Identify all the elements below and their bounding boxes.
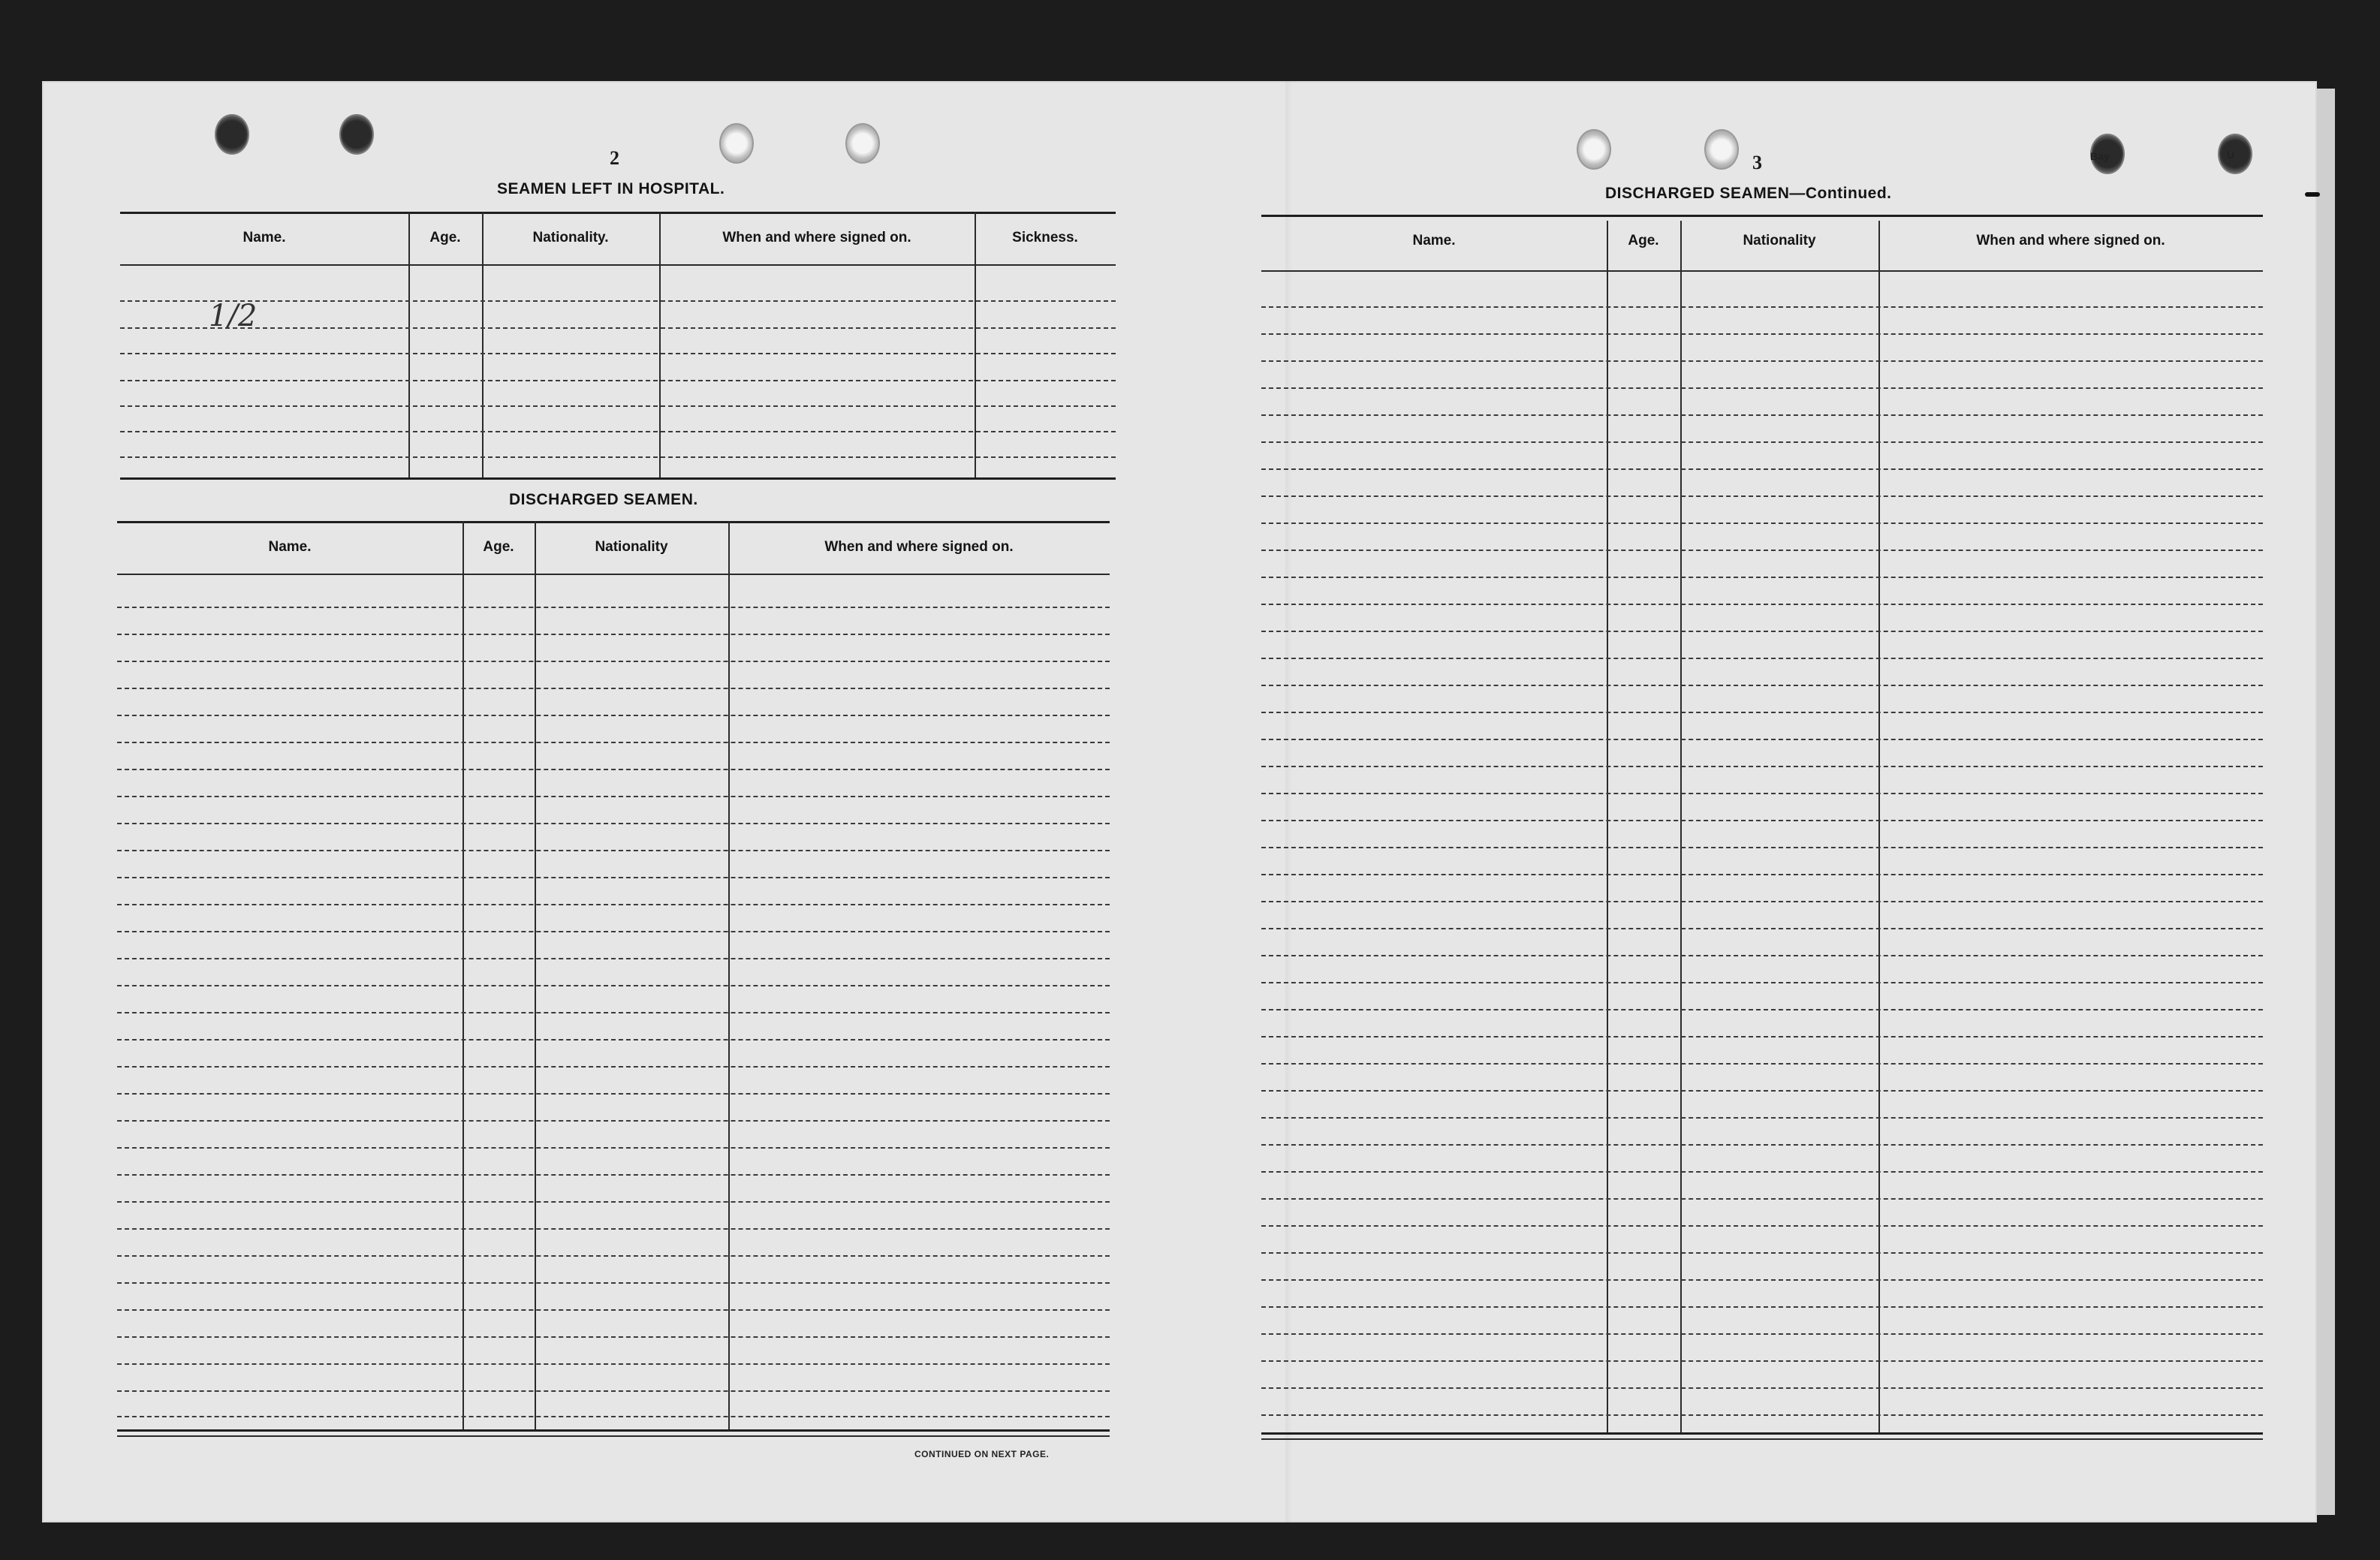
discharged-cont-title-main: DISCHARGED SEAMEN [1605,185,1790,202]
column-header: Nationality [595,539,668,555]
punch-hole [845,123,880,164]
column-header: Nationality. [532,230,609,245]
column-header: When and where signed on. [1976,233,2165,248]
column-header: Sickness. [1012,230,1078,245]
page-number: 3 [1752,152,1762,173]
hospital-table [120,203,1116,488]
column-header: Age. [429,230,461,245]
discharged-cont-title [1605,185,1892,203]
edge-mark [2305,192,2320,197]
punch-hole [1577,129,1611,170]
column-header: Age. [483,539,514,555]
discharged-section-title: DISCHARGED SEAMEN. [509,491,698,508]
page-number: 2 [610,147,619,169]
handwritten-mark: 1/2 [209,299,258,333]
punch-hole [215,114,249,155]
punch-hole [1704,129,1739,170]
corner-mark: U [2227,149,2235,161]
punch-hole [2218,134,2252,174]
discharged-cont-title-suffix: —Continued. [1789,185,1892,202]
discharged-table-left [117,510,1110,1441]
discharged-table-right [1261,207,2263,1446]
column-header: When and where signed on. [722,230,911,245]
column-header: Name. [268,539,312,555]
continued-note: CONTINUED ON NEXT PAGE. [914,1449,1050,1459]
column-header: Nationality [1743,233,1816,248]
hospital-section-title: SEAMEN LEFT IN HOSPITAL. [497,180,725,197]
corner-mark: Bay [2090,150,2110,162]
column-header: When and where signed on. [824,539,1014,555]
punch-hole [719,123,754,164]
punch-hole [339,114,374,155]
column-header: Name. [243,230,286,245]
column-header: Name. [1412,233,1456,248]
column-header: Age. [1628,233,1659,248]
